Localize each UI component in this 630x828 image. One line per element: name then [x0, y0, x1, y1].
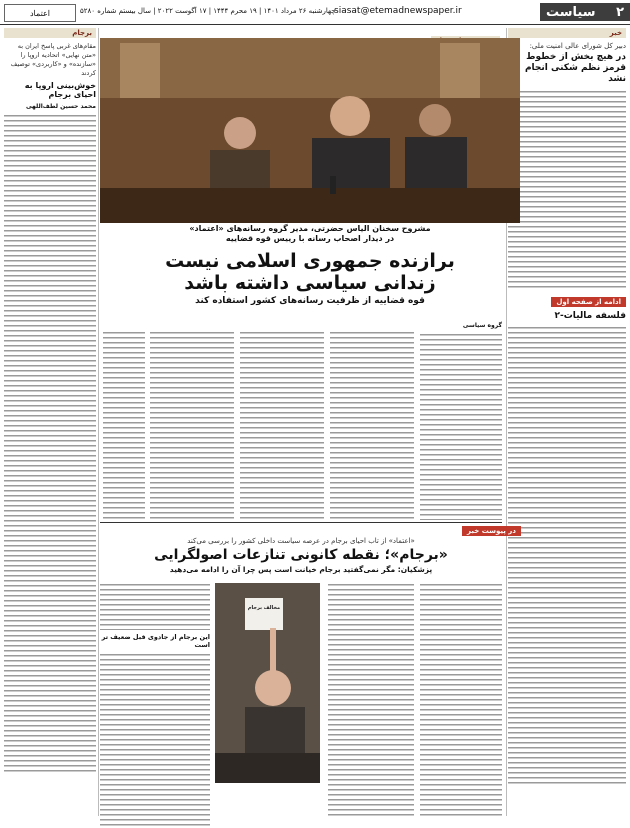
page-header	[0, 0, 630, 24]
left-top-title: مقام‌های غربی پاسخ ایران به «متن نهایی» اتحادیه اروپا را «سازنده» و «کاربردی» توصیف کردند	[10, 42, 96, 77]
center-text-col-4	[150, 330, 234, 520]
bottom-text-col-2	[328, 582, 414, 816]
bottom-rule	[100, 522, 502, 523]
main-photo	[100, 38, 520, 223]
center-subhead: قوه قضاییه از ظرفیت رسانه‌های کشور استفاده کند	[195, 296, 425, 306]
bottom-overline: «اعتماد» از تاب احیای برجام در عرصه سیاست داخلی کشور را بررسی می‌کند	[187, 537, 415, 545]
left-byline: محمد حسین لطف‌اللهی	[25, 103, 96, 110]
header-rule	[0, 24, 630, 25]
website[interactable]: siasat@etemadnewspaper.ir	[334, 6, 462, 16]
center-text-col-3	[240, 330, 324, 520]
left-column	[4, 28, 96, 773]
right-column	[508, 28, 626, 785]
center-headline-block	[100, 250, 520, 306]
left-headline: خوش‌بینی اروپا به احیای برجام	[24, 81, 96, 99]
column-divider	[98, 28, 99, 816]
center-byline-row	[100, 322, 502, 329]
bottom-subhead: پزشکیان: مگر نمی‌گفتید برجام خیانت است پس چرا آن را ادامه می‌دهید	[169, 565, 433, 574]
photo-sign-text: مخالف برجام	[247, 605, 281, 611]
bottom-photo	[215, 583, 320, 783]
section-name: سیاست	[546, 4, 596, 20]
page-number: ۲	[616, 4, 624, 20]
right-section-tag: ادامه از صفحه اول	[551, 297, 626, 307]
bottom-text-col-3b	[100, 652, 210, 828]
center-byline: گروه سیاسی	[462, 322, 502, 329]
center-headline-line-1: برازنده جمهوری اسلامی نیست	[165, 250, 455, 272]
center-text-col-5	[103, 330, 145, 520]
caption-line-1: مشروح سخنان الیاس حضرتی، مدیر گروه رسانه‌های «اعتماد»	[189, 224, 431, 233]
center-headline-line-2: زندانی سیاسی داشته باشد	[184, 272, 436, 294]
bottom-inner-head: این برجام از جادوی قبل ضعیف تر است	[101, 633, 210, 649]
bottom-section-tag: در پیوست خبر	[462, 526, 521, 536]
right-top-title: دبیر کل شورای عالی امنیت ملی:	[529, 42, 626, 50]
right-body-text-2	[508, 325, 626, 785]
right-kicker: خبر	[508, 28, 626, 38]
date-line: چهارشنبه ۲۶ مرداد ۱۴۰۱ | ۱۹ محرم ۱۴۴۴ | ۱۷ آگوست ۲۰۲۲ | سال بیستم شماره ۵۲۸۰	[80, 7, 336, 15]
center-text-col-2	[330, 330, 414, 520]
bottom-left-col	[100, 582, 210, 828]
right-headline: در هیچ بخش از خطوط قرمز نظم شکنی انجام نشد	[524, 52, 626, 84]
bottom-text-col-3a	[100, 582, 210, 630]
caption-line-2: در دیدار اصحاب رسانه با رییس قوه قضاییه	[225, 234, 395, 243]
bottom-heading-block	[100, 537, 502, 574]
right-body-text	[508, 89, 626, 289]
right-sub-headline: فلسفه مالیات-۲	[554, 311, 626, 321]
section-banner	[540, 3, 630, 21]
bottom-headline: «برجام»؛ نقطه کانونی تنازعات اصولگرایی	[154, 547, 448, 563]
left-body-text	[4, 113, 96, 773]
bottom-text-col-1	[420, 582, 502, 816]
photo-caption	[100, 224, 520, 243]
left-kicker: برجام	[4, 28, 96, 38]
logo: اعتماد	[4, 4, 76, 22]
center-text-col-1	[420, 332, 502, 520]
